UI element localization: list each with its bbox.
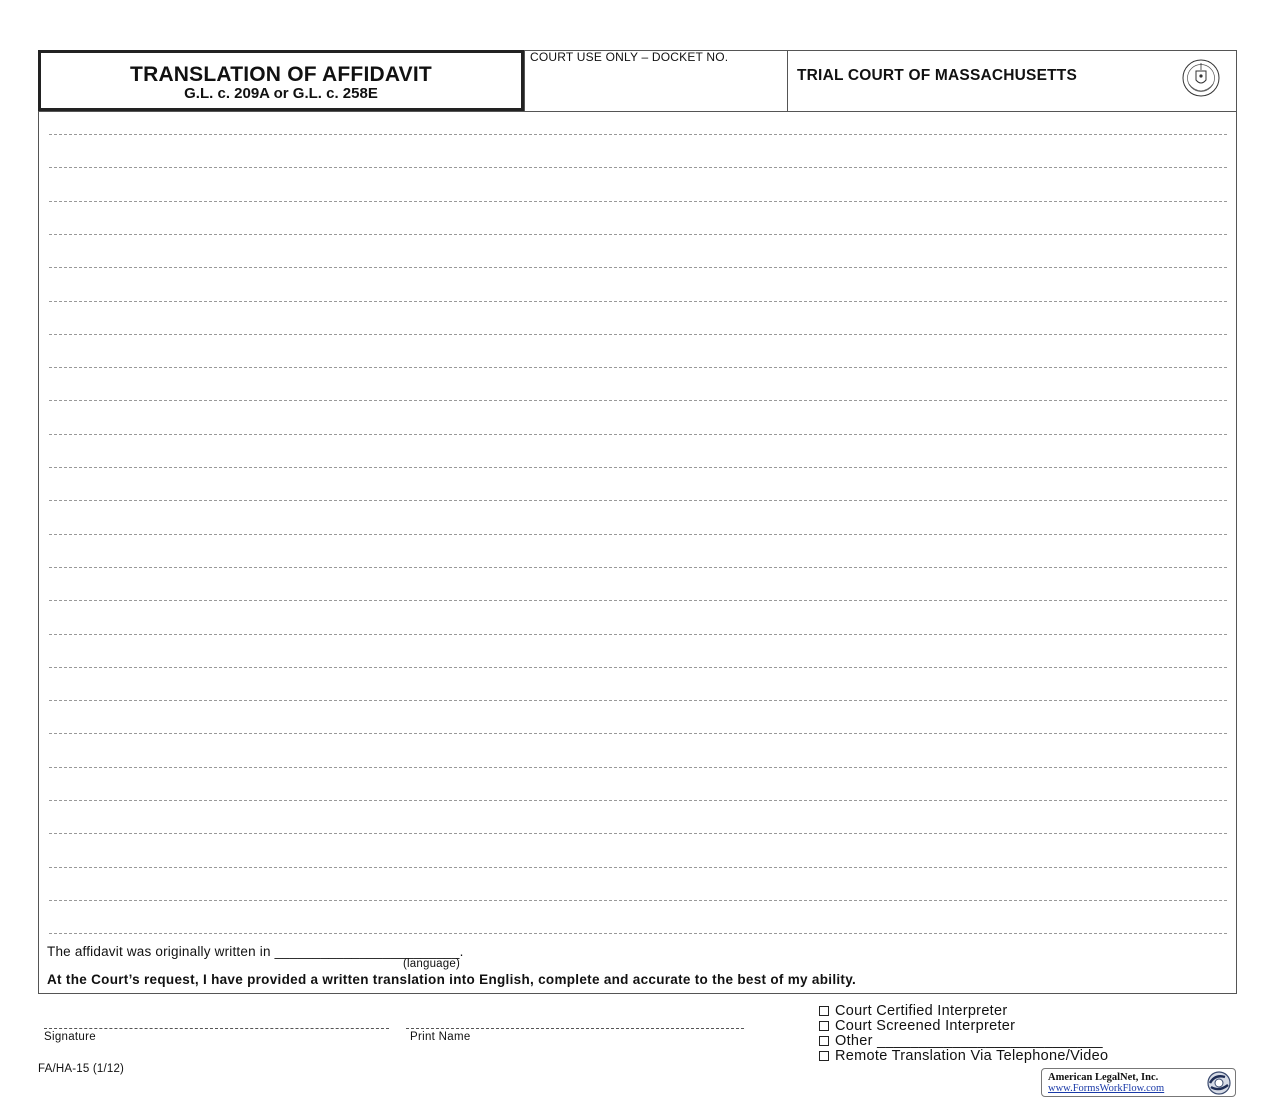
signature-field[interactable] (44, 1028, 389, 1029)
checkbox[interactable] (819, 1021, 829, 1031)
option-label: Remote Translation Via Telephone/Video (835, 1048, 1109, 1064)
title-box (38, 50, 524, 111)
signature-caption: Signature (44, 1031, 96, 1043)
writing-line[interactable] (49, 567, 1227, 568)
writing-line[interactable] (49, 700, 1227, 701)
checkbox[interactable] (819, 1036, 829, 1046)
writing-line[interactable] (49, 234, 1227, 235)
checkbox[interactable] (819, 1051, 829, 1061)
form-code: FA/HA-15 (1/12) (38, 1063, 125, 1075)
print-name-field[interactable] (406, 1028, 744, 1029)
writing-line[interactable] (49, 400, 1227, 401)
writing-line[interactable] (49, 367, 1227, 368)
publisher-stamp[interactable] (1041, 1068, 1236, 1097)
docket-label: COURT USE ONLY – DOCKET NO. (530, 50, 729, 64)
writing-line[interactable] (49, 900, 1227, 901)
publisher-url-link[interactable]: www.FormsWorkFlow.com (1048, 1083, 1165, 1094)
writing-line[interactable] (49, 600, 1227, 601)
writing-line[interactable] (49, 500, 1227, 501)
writing-line[interactable] (49, 267, 1227, 268)
writing-line[interactable] (49, 833, 1227, 834)
checkbox[interactable] (819, 1006, 829, 1016)
print-name-caption: Print Name (410, 1031, 471, 1043)
option-other[interactable] (818, 1033, 1103, 1049)
writing-line[interactable] (49, 467, 1227, 468)
writing-line[interactable] (49, 167, 1227, 168)
writing-line[interactable] (49, 301, 1227, 302)
option-label: Court Screened Interpreter (835, 1018, 1016, 1034)
form-statute: G.L. c. 209A or G.L. c. 258E (184, 85, 378, 102)
publisher-logo-icon (1199, 1070, 1235, 1096)
writing-line[interactable] (49, 933, 1227, 934)
option-court-certified-interpreter[interactable] (818, 1003, 1008, 1019)
writing-line[interactable] (49, 534, 1227, 535)
option-label: Other ___________________________ (835, 1033, 1103, 1049)
publisher-name: American LegalNet, Inc. (1048, 1072, 1159, 1083)
option-remote-translation[interactable] (818, 1048, 1108, 1064)
docket-box[interactable] (524, 50, 787, 111)
writing-line[interactable] (49, 334, 1227, 335)
writing-line[interactable] (49, 134, 1227, 135)
writing-line[interactable] (49, 634, 1227, 635)
massachusetts-seal-icon (1181, 58, 1221, 98)
option-court-screened-interpreter[interactable] (818, 1018, 1015, 1034)
writing-line[interactable] (49, 733, 1227, 734)
writing-line[interactable] (49, 800, 1227, 801)
writing-line[interactable] (49, 867, 1227, 868)
original-language-statement: The affidavit was originally written in ________________________. (47, 944, 464, 959)
court-name: TRIAL COURT OF MASSACHUSETTS (797, 67, 1078, 84)
writing-line[interactable] (49, 201, 1227, 202)
form-title: TRANSLATION OF AFFIDAVIT (130, 63, 432, 86)
translation-writing-area[interactable] (49, 112, 1227, 934)
writing-line[interactable] (49, 667, 1227, 668)
court-box (787, 50, 1237, 111)
writing-line[interactable] (49, 767, 1227, 768)
language-caption: (language) (403, 958, 460, 970)
option-label: Court Certified Interpreter (835, 1003, 1008, 1019)
translation-attestation: At the Court’s request, I have provided a written translation into English, complete and accurate to the best of my ability. (47, 972, 857, 987)
writing-line[interactable] (49, 434, 1227, 435)
